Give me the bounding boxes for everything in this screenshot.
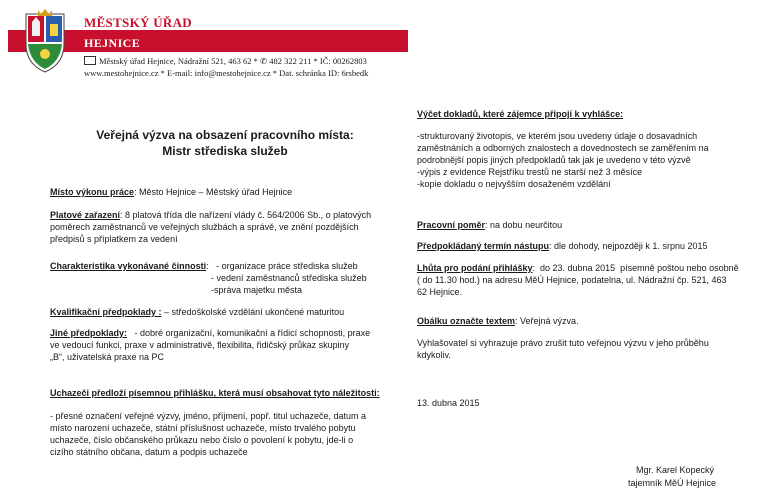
other-requirements xyxy=(50,327,395,363)
salary-label: Platové zařazení xyxy=(50,210,121,220)
docs-line3: podrobnější popis jiných předpokladů tak jak je uvedeno v této výzvě xyxy=(417,155,691,165)
office-city: HEJNICE xyxy=(84,36,141,50)
activity-label: Charakteristika vykonávané činnosti xyxy=(50,261,207,271)
other-line3: „B“, uživatelská praxe na PC xyxy=(50,352,165,362)
documents-heading xyxy=(417,108,757,120)
employment-value: : na dobu neurčitou xyxy=(485,220,563,230)
address-line xyxy=(84,56,367,67)
apply-heading: Uchazeči předloží písemnou přihlášku, která musí obsahovat tyto náležitosti: xyxy=(50,388,380,398)
qual-label: Kvalifikační předpoklady : xyxy=(50,307,162,317)
apply-line4: cizího státního občana, datum a podpis uchazeče xyxy=(50,447,248,457)
docs-line4: -výpis z evidence Rejstříku trestů ne starší než 3 měsíce xyxy=(417,167,643,177)
issue-date: 13. dubna 2015 xyxy=(417,398,480,408)
envelope-marking xyxy=(417,315,757,327)
activity-line2: - vedení zaměstnanců střediska služeb xyxy=(211,273,367,283)
salary-line1: : 8 platová třída dle nařízení vlády č. 564/2006 Sb., o platových xyxy=(120,210,372,220)
signature-name: Mgr. Karel Kopecký xyxy=(636,465,715,475)
employment-type xyxy=(417,219,757,231)
apply-line2: místo narození uchazeče, státní příslušnost uchazeče, místo trvalého pobytu xyxy=(50,423,356,433)
envelope-value: : Veřejná výzva. xyxy=(515,316,579,326)
notice-title-line1: Veřejná výzva na obsazení pracovního místa: xyxy=(96,128,354,142)
place-of-work xyxy=(50,186,395,198)
other-line2: ve vedoucí funkci, praxe v administrativě, flexibilita, řidičský průkaz skupiny xyxy=(50,340,350,350)
place-value: : Město Hejnice – Městský úřad Hejnice xyxy=(134,187,293,197)
application-requirements xyxy=(50,410,395,458)
other-line1: - dobré organizační, komunikační a řídicí schopnosti, praxe xyxy=(127,328,371,338)
deadline-label: Lhůta pro podání přihlášky xyxy=(417,263,533,273)
docs-line1: -strukturovaný životopis, ve kterém jsou uvedeny údaje o dosavadních xyxy=(417,131,698,141)
signature-role: tajemník MěÚ Hejnice xyxy=(628,478,717,488)
deadline-section xyxy=(417,262,757,298)
activity-line1: : - organizace práce střediska služeb xyxy=(206,261,358,271)
employment-label: Pracovní poměr xyxy=(417,220,486,230)
hejnice-coat-of-arms-logo xyxy=(20,8,70,74)
activity-line3: -správa majetku města xyxy=(211,285,303,295)
other-label: Jiné předpoklady: xyxy=(50,328,128,338)
envelope-icon xyxy=(84,56,96,65)
deadline-line1: : do 23. dubna 2015 písemně poštou nebo osobně xyxy=(532,263,739,273)
envelope-label: Obálku označte textem xyxy=(417,316,516,326)
contact-line: www.mestohejnice.cz * E-mail: info@mestohejnice.cz * Dat. schránka ID: 6rsbedk xyxy=(84,68,369,78)
docs-line5: -kopie dokladu o nejvyšším dosaženém vzdělání xyxy=(417,179,611,189)
qualification xyxy=(50,306,395,318)
notice-title xyxy=(60,127,390,159)
activity-section xyxy=(50,260,395,296)
reserve-line2: kdykoliv. xyxy=(417,350,451,360)
docs-line2: zaměstnáních a odborných znalostech a dovednostech se zaměřením na xyxy=(417,143,709,153)
start-label: Předpokládaný termín nástupu xyxy=(417,241,550,251)
qual-value: – středoškolské vzdělání ukončené maturitou xyxy=(161,307,345,317)
docs-heading: Výčet dokladů, které zájemce připojí k vyhlášce: xyxy=(417,109,624,119)
notice-title-line2: Mistr střediska služeb xyxy=(162,144,288,158)
address-text: Městský úřad Hejnice, Nádražní 521, 463 62 * ✆ 482 322 211 * IČ: 00262803 xyxy=(99,56,367,66)
salary-section xyxy=(50,209,395,245)
deadline-line2: ( do 11.30 hod.) na adresu MěÚ Hejnice, podatelna, ul. Nádražní čp. 521, 463 xyxy=(417,275,727,285)
salary-line2: poměrech zaměstnanců ve veřejných službách a správě, ve znění pozdějších xyxy=(50,222,359,232)
start-value: : dle dohody, nejpozději k 1. srpnu 2015 xyxy=(549,241,708,251)
place-label: Místo výkonu práce xyxy=(50,187,135,197)
salary-line3: předpisů s příplatkem za vedení xyxy=(50,234,178,244)
application-heading xyxy=(50,387,395,399)
deadline-line3: 62 Hejnice. xyxy=(417,287,463,297)
office-title: MĚSTSKÝ ÚŘAD xyxy=(84,15,192,30)
documents-list xyxy=(417,130,757,190)
apply-line3: uchazeče, číslo občanského průkazu nebo číslo o povolení k pobytu, jde-li o xyxy=(50,435,354,445)
reserve-line1: Vyhlašovatel si vyhrazuje právo zrušit tuto veřejnou výzvu v jeho průběhu xyxy=(417,338,709,348)
apply-line1: - přesné označení veřejné výzvy, jméno, příjmení, popř. titul uchazeče, datum a xyxy=(50,411,366,421)
reservation-note xyxy=(417,337,757,361)
start-date xyxy=(417,240,757,252)
